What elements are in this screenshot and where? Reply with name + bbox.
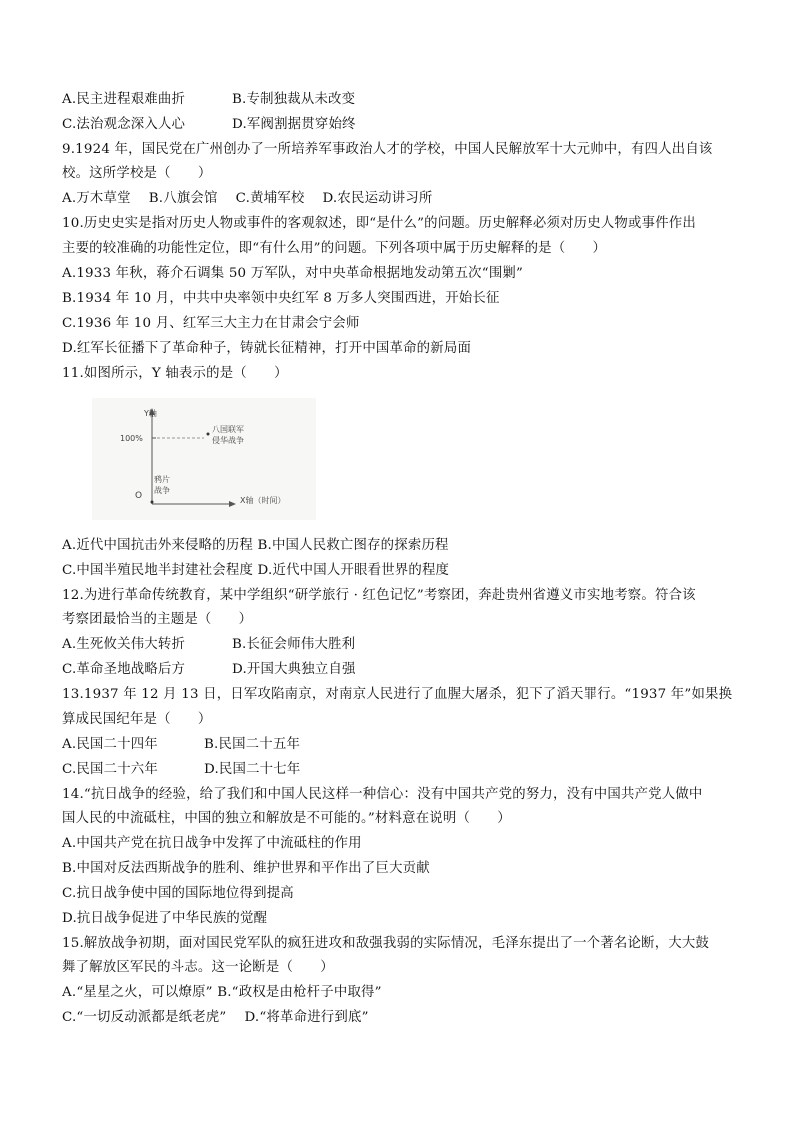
q14-option-a[interactable]: A.中国共产党在抗日战争中发挥了中流砥柱的作用	[62, 836, 362, 851]
q12-option-d[interactable]: D.开国大典独立自强	[232, 662, 356, 677]
q9-options[interactable]: A.万木草堂 B.八旗会馆 C.黄埔军校 D.农民运动讲习所	[62, 191, 433, 206]
point-opium-war	[151, 501, 154, 504]
q13-option-c[interactable]: C.民国二十六年	[62, 762, 158, 777]
q8-option-c[interactable]: C.法治观念深入人心	[62, 117, 186, 132]
event-bottom-line-2: 战争	[154, 486, 170, 495]
q10-option-d[interactable]: D.红军长征播下了革命种子，铸就长征精神，打开中国革命的新局面	[62, 341, 472, 356]
q10-option-c[interactable]: C.1936 年 10 月、红军三大主力在甘肃会宁会师	[62, 316, 360, 331]
q11-options-ab[interactable]: A.近代中国抗击外来侵略的历程 B.中国人民救亡图存的探索历程	[62, 538, 449, 553]
event-top-line-2: 侵华战争	[212, 436, 244, 445]
q13-stem-line-2: 算成民国纪年是（ ）	[62, 712, 212, 727]
q8-option-b[interactable]: B.专制独裁从未改变	[232, 92, 356, 107]
q11-figure	[92, 398, 316, 520]
q14-stem-line-2: 国人民的中流砥柱，中国的独立和解放是不可能的。”材料意在说明（ ）	[62, 811, 511, 826]
x-axis-label: X轴（时间）	[240, 496, 286, 505]
q14-option-b[interactable]: B.中国对反法西斯战争的胜利、维护世界和平作出了巨大贡献	[62, 861, 430, 876]
q15-options-cd[interactable]: C.“一切反动派都是纸老虎” D.“将革命进行到底”	[62, 1010, 369, 1025]
q13-option-b[interactable]: B.民国二十五年	[204, 737, 301, 752]
q12-stem-line-2: 考察团最恰当的主题是（ ）	[62, 612, 253, 627]
event-bottom-line-1: 鸦片	[154, 475, 170, 484]
q15-stem-line-1: 15.解放战争初期，面对国民党军队的疯狂进攻和敌强我弱的实际情况，毛泽东提出了一个著名论断，大大鼓	[62, 936, 710, 951]
q10-stem-line-2: 主要的较准确的功能性定位，即“有什么用”的问题。下列各项中属于历史解释的是（ ）	[62, 241, 607, 256]
q14-option-c[interactable]: C.抗日战争使中国的国际地位得到提高	[62, 886, 294, 901]
event-top-line-1: 八国联军	[212, 425, 244, 434]
q10-stem-line-1: 10.历史史实是指对历史人物或事件的客观叙述，即“是什么”的问题。历史解释必须对历史人物或事件作出	[62, 216, 696, 231]
q13-option-d[interactable]: D.民国二十七年	[204, 762, 301, 777]
q8-option-d[interactable]: D.军阀割据贯穿始终	[232, 117, 356, 132]
q10-option-a[interactable]: A.1933 年秋，蒋介石调集 50 万军队，对中央革命根据地发动第五次“围剿”	[62, 266, 524, 281]
q8-option-a[interactable]: A.民主进程艰难曲折	[62, 92, 186, 107]
q13-option-a[interactable]: A.民国二十四年	[62, 737, 158, 752]
q12-option-c[interactable]: C.革命圣地战略后方	[62, 662, 186, 677]
q15-options-ab[interactable]: A.“星星之火，可以燎原” B.“政权是由枪杆子中取得”	[62, 985, 382, 1000]
q15-stem-line-2: 舞了解放区军民的斗志。这一论断是（ ）	[62, 960, 334, 975]
q12-stem-line-1: 12.为进行革命传统教育，某中学组织“研学旅行 · 红色记忆”考察团，奔赴贵州省遵义市实地考察。符合该	[62, 588, 696, 603]
q14-stem-line-1: 14.“抗日战争的经验，给了我们和中国人民这样一种信心：没有中国共产党的努力，没有中国共产党人做中	[62, 787, 703, 802]
q11-options-cd[interactable]: C.中国半殖民地半封建社会程度 D.近代中国人开眼看世界的程度	[62, 563, 450, 578]
origin-label: O	[135, 491, 143, 501]
q10-option-b[interactable]: B.1934 年 10 月，中共中央率领中央红军 8 万多人突围西进，开始长征	[62, 291, 500, 306]
q12-option-a[interactable]: A.生死攸关伟大转折	[62, 637, 186, 652]
q9-stem-line-2: 校。这所学校是（ ）	[62, 166, 212, 181]
q11-stem: 11.如图所示，Y 轴表示的是（ ）	[62, 366, 288, 381]
y-axis-label: Y轴	[144, 409, 157, 418]
q9-stem-line-1: 9.1924 年，国民党在广州创办了一所培养军事政治人才的学校，中国人民解放军十大元帅中，有四人出自该	[62, 142, 713, 157]
q14-option-d[interactable]: D.抗日战争促进了中华民族的觉醒	[62, 911, 268, 926]
y-tick-label: 100%	[120, 434, 143, 443]
point-eight-nation-war	[207, 433, 210, 436]
q13-stem-line-1: 13.1937 年 12 月 13 日，日军攻陷南京，对南京人民进行了血腥大屠杀，犯下了滔天罪行。“1937 年”如果换	[62, 687, 733, 702]
q12-option-b[interactable]: B.长征会师伟大胜利	[232, 637, 356, 652]
